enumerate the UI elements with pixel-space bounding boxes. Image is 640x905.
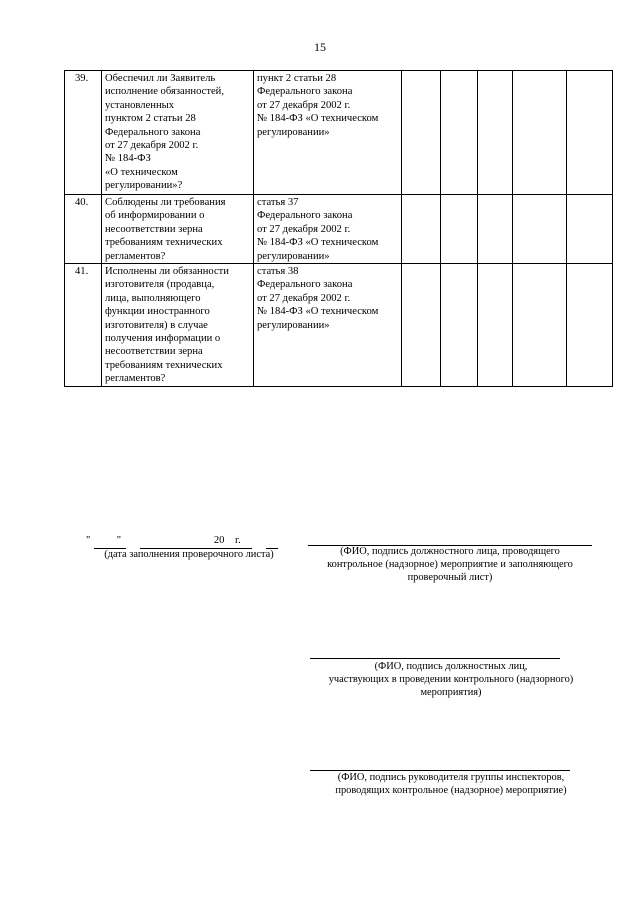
comment-cell [513,264,567,387]
answer-cell-yes [402,195,441,264]
extra-cell [567,71,613,195]
row-question: Соблюдены ли требования об информировании о несоответствии зерна требованиям технических регламентов? [102,195,254,264]
date-field: " " 20 г. [86,535,241,546]
row-number: 39. [65,71,102,195]
participants-signature-line [310,658,560,659]
inspector-caption: (ФИО, подпись должностного лица, проводящего контрольное (надзорное) мероприятие и заполняющего проверочный лист) [327,546,573,583]
head-caption: (ФИО, подпись руководителя группы инспекторов, проводящих контрольное (надзорное) мероприятие) [335,772,567,796]
answer-cell-na [478,71,513,195]
row-number: 41. [65,264,102,387]
answer-cell-yes [402,71,441,195]
answer-cell-na [478,195,513,264]
table-row [65,71,613,195]
comment-cell [513,195,567,264]
answer-cell-na [478,264,513,387]
answer-cell-no [441,264,478,387]
table-row [65,264,613,387]
row-question: Обеспечил ли Заявитель исполнение обязанностей, установленных пунктом 2 статьи 28 Федерального закона от 27 декабря 2002 г. № 184-ФЗ «О техническом регулировании»? [102,71,254,195]
checklist-table [64,70,613,387]
row-reference: статья 38 Федерального закона от 27 декабря 2002 г. № 184-ФЗ «О техническом регулировании» [254,264,402,387]
answer-cell-no [441,195,478,264]
extra-cell [567,195,613,264]
participants-caption: (ФИО, подпись должностных лиц, участвующих в проведении контрольного (надзорного) мероприятия) [328,661,574,698]
answer-cell-no [441,71,478,195]
row-question: Исполнены ли обязанности изготовителя (продавца, лица, выполняющего функции иностранного изготовителя) в случае получения информации о несоответствии зерна требованиям технических регламентов? [102,264,254,387]
row-reference: пункт 2 статьи 28 Федерального закона от 27 декабря 2002 г. № 184-ФЗ «О техническом регулировании» [254,71,402,195]
date-caption: (дата заполнения проверочного листа) [104,549,274,560]
extra-cell [567,264,613,387]
row-reference: статья 37 Федерального закона от 27 декабря 2002 г. № 184-ФЗ «О техническом регулировании» [254,195,402,264]
page-number: 15 [314,40,326,54]
comment-cell [513,71,567,195]
table-row [65,195,613,264]
answer-cell-yes [402,264,441,387]
row-number: 40. [65,195,102,264]
